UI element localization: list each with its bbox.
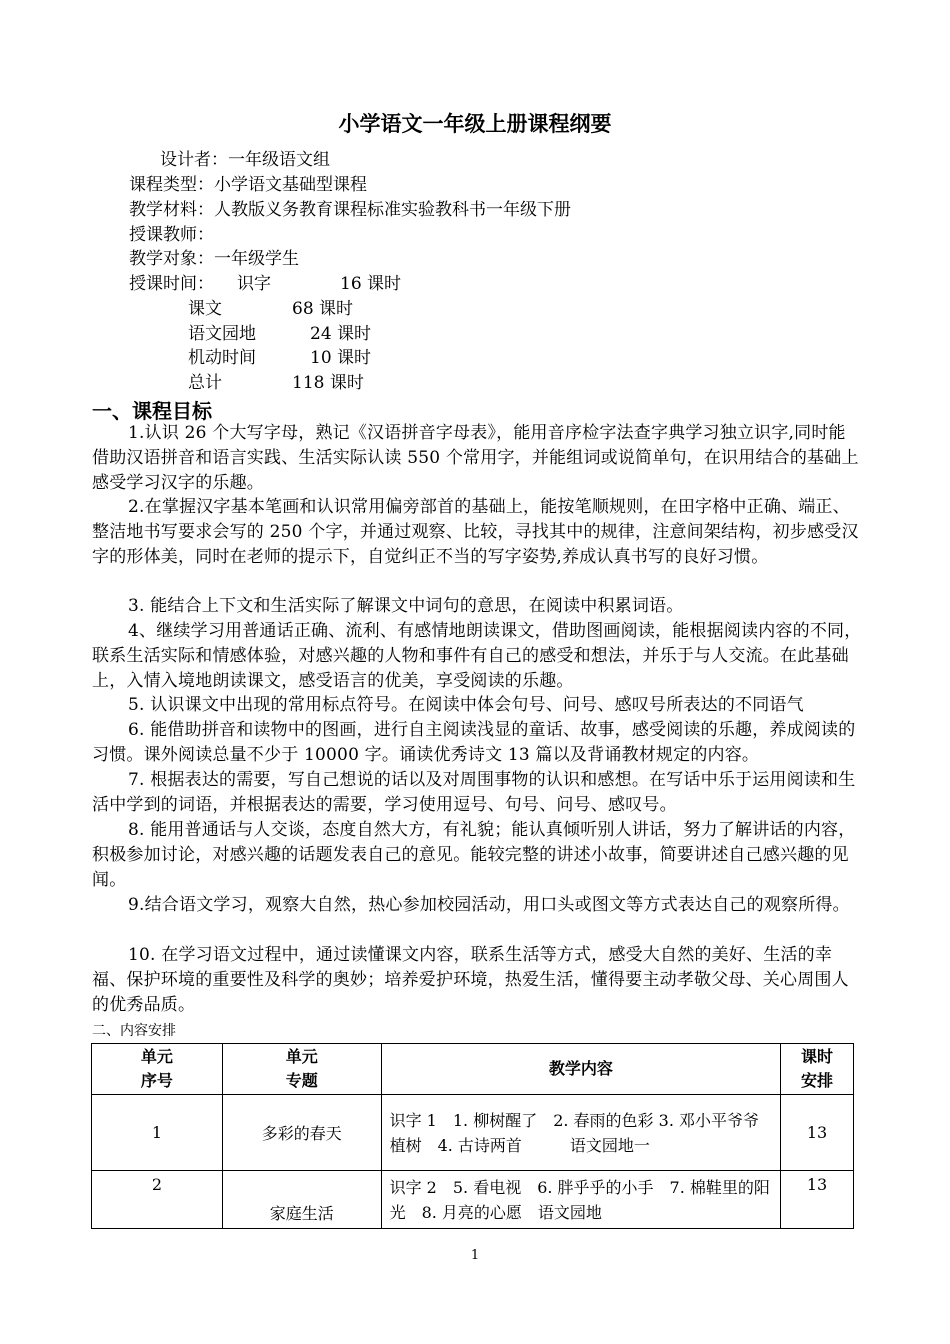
goal-paragraph: 6. 能借助拼音和读物中的图画，进行自主阅读浅显的童话、故事，感受阅读的乐趣，养成阅读的习惯。课外阅读总量不少于 10000 字。诵读优秀诗文 13 篇以及背诵教材规定的内容。: [92, 720, 856, 765]
page-number: 1: [470, 1248, 480, 1263]
goal-paragraph: 10. 在学习语文过程中，通过读懂课文内容，联系生活等方式，感受大自然的美好、生活的幸福、保护环境的重要性及科学的奥妙；培养爱护环境，热爱生活，懂得要主动孝敬父母、关心周围人的优秀品质。: [92, 945, 849, 1015]
unit-number: 1: [92, 1095, 223, 1171]
goal-paragraph: 1.认识 26 个大写字母，熟记《汉语拼音字母表》，能用音序检字法查字典学习独立识字,同时能借助汉语拼音和语言实践、生活实际认读 550 个常用字，并能组词或说简单句，在识用结合的基础上感受学习汉字的乐趣。: [92, 423, 859, 493]
header-content: [381, 1044, 780, 1095]
unit-content: 识字 1 1. 柳树醒了 2. 春雨的色彩 3. 邓小平爷爷植树 4. 古诗两首 语文园地一: [381, 1095, 780, 1171]
time-row-name: 机动时间: [188, 348, 256, 368]
header-text: 教学内容: [548, 1059, 613, 1078]
goal-paragraph: 2.在掌握汉字基本笔画和认识常用偏旁部首的基础上，能按笔顺规则，在田字格中正确、端正、整洁地书写要求会写的 250 个字，并通过观察、比较，寻找其中的规律，注意间架结构，初步感受汉字的形体美，同时在老师的提示下，自觉纠正不当的写字姿势,养成认真书写的良好习惯。: [92, 497, 859, 567]
meta-materials: 教学材料：人教版义务教育课程标准实验教科书一年级下册: [129, 200, 571, 220]
meta-teacher: 授课教师：: [129, 225, 214, 245]
header-unit-topic: [222, 1044, 381, 1095]
section-heading-goals: 一、课程目标: [92, 399, 212, 423]
section-heading-content: 二、内容安排: [92, 1023, 176, 1039]
goal-paragraph: 4、继续学习用普通话正确、流利、有感情地朗读课文，借助图画阅读，能根据阅读内容的不同，联系生活实际和情感体验，对感兴趣的人物和事件有自己的感受和想法，并乐于与人交流。在此基础上，入情入境地朗读课文，感受语言的优美，享受阅读的乐趣。: [92, 621, 862, 691]
time-row-hours: 24 课时: [310, 324, 372, 344]
time-row-hours: 68 课时: [292, 299, 354, 319]
time-row-name: 课文: [188, 299, 222, 319]
time-row-hours: 118 课时: [292, 373, 364, 393]
table-header-row: [92, 1044, 854, 1095]
unit-content: 识字 2 5. 看电视 6. 胖乎乎的小手 7. 棉鞋里的阳光 8. 月亮的心愿 语文园地: [381, 1171, 780, 1229]
time-row-name: 语文园地: [188, 324, 256, 344]
content-table: [91, 1043, 854, 1229]
goal-paragraph: 5. 认识课文中出现的常用标点符号。在阅读中体会句号、问号、感叹号所表达的不同语气: [128, 695, 804, 715]
header-text: 安排: [801, 1071, 834, 1090]
meta-course-type: 课程类型：小学语文基础型课程: [129, 175, 367, 195]
unit-number: 2: [92, 1171, 223, 1229]
header-text: 课时: [801, 1047, 834, 1066]
header-unit-number: [92, 1044, 223, 1095]
unit-hours: 13: [781, 1171, 854, 1229]
header-hours: [781, 1044, 854, 1095]
time-row-name: 总计: [188, 373, 222, 393]
goal-paragraph: 9.结合语文学习，观察大自然，热心参加校园活动，用口头或图文等方式表达自己的观察所得。: [128, 895, 850, 915]
goal-paragraph: 3. 能结合上下文和生活实际了解课文中词句的意思，在阅读中积累词语。: [128, 596, 684, 616]
header-text: 单元: [140, 1047, 173, 1066]
header-text: 序号: [140, 1071, 173, 1090]
unit-topic: 家庭生活: [222, 1171, 381, 1229]
unit-hours: 13: [781, 1095, 854, 1171]
page-title: 小学语文一年级上册课程纲要: [338, 112, 612, 136]
table-row: [92, 1095, 854, 1171]
header-text: 专题: [285, 1071, 318, 1090]
meta-target: 教学对象：一年级学生: [129, 249, 299, 269]
meta-time-label: 授课时间：: [129, 274, 214, 294]
table-row: [92, 1171, 854, 1229]
header-text: 单元: [285, 1047, 318, 1066]
time-row-hours: 10 课时: [310, 348, 372, 368]
goal-paragraph: 8. 能用普通话与人交谈，态度自然大方，有礼貌；能认真倾听别人讲话，努力了解讲话的内容，积极参加讨论，对感兴趣的话题发表自己的意见。能较完整的讲述小故事，简要讲述自己感兴趣的见闻。: [92, 820, 856, 890]
time-row-name: 识字: [237, 274, 271, 294]
time-row-hours: 16 课时: [340, 274, 402, 294]
unit-topic: 多彩的春天: [222, 1095, 381, 1171]
goal-paragraph: 7. 根据表达的需要，写自己想说的话以及对周围事物的认识和感想。在写话中乐于运用阅读和生活中学到的词语，并根据表达的需要，学习使用逗号、句号、问号、感叹号。: [92, 770, 856, 815]
meta-designer: 设计者：一年级语文组: [160, 150, 330, 170]
